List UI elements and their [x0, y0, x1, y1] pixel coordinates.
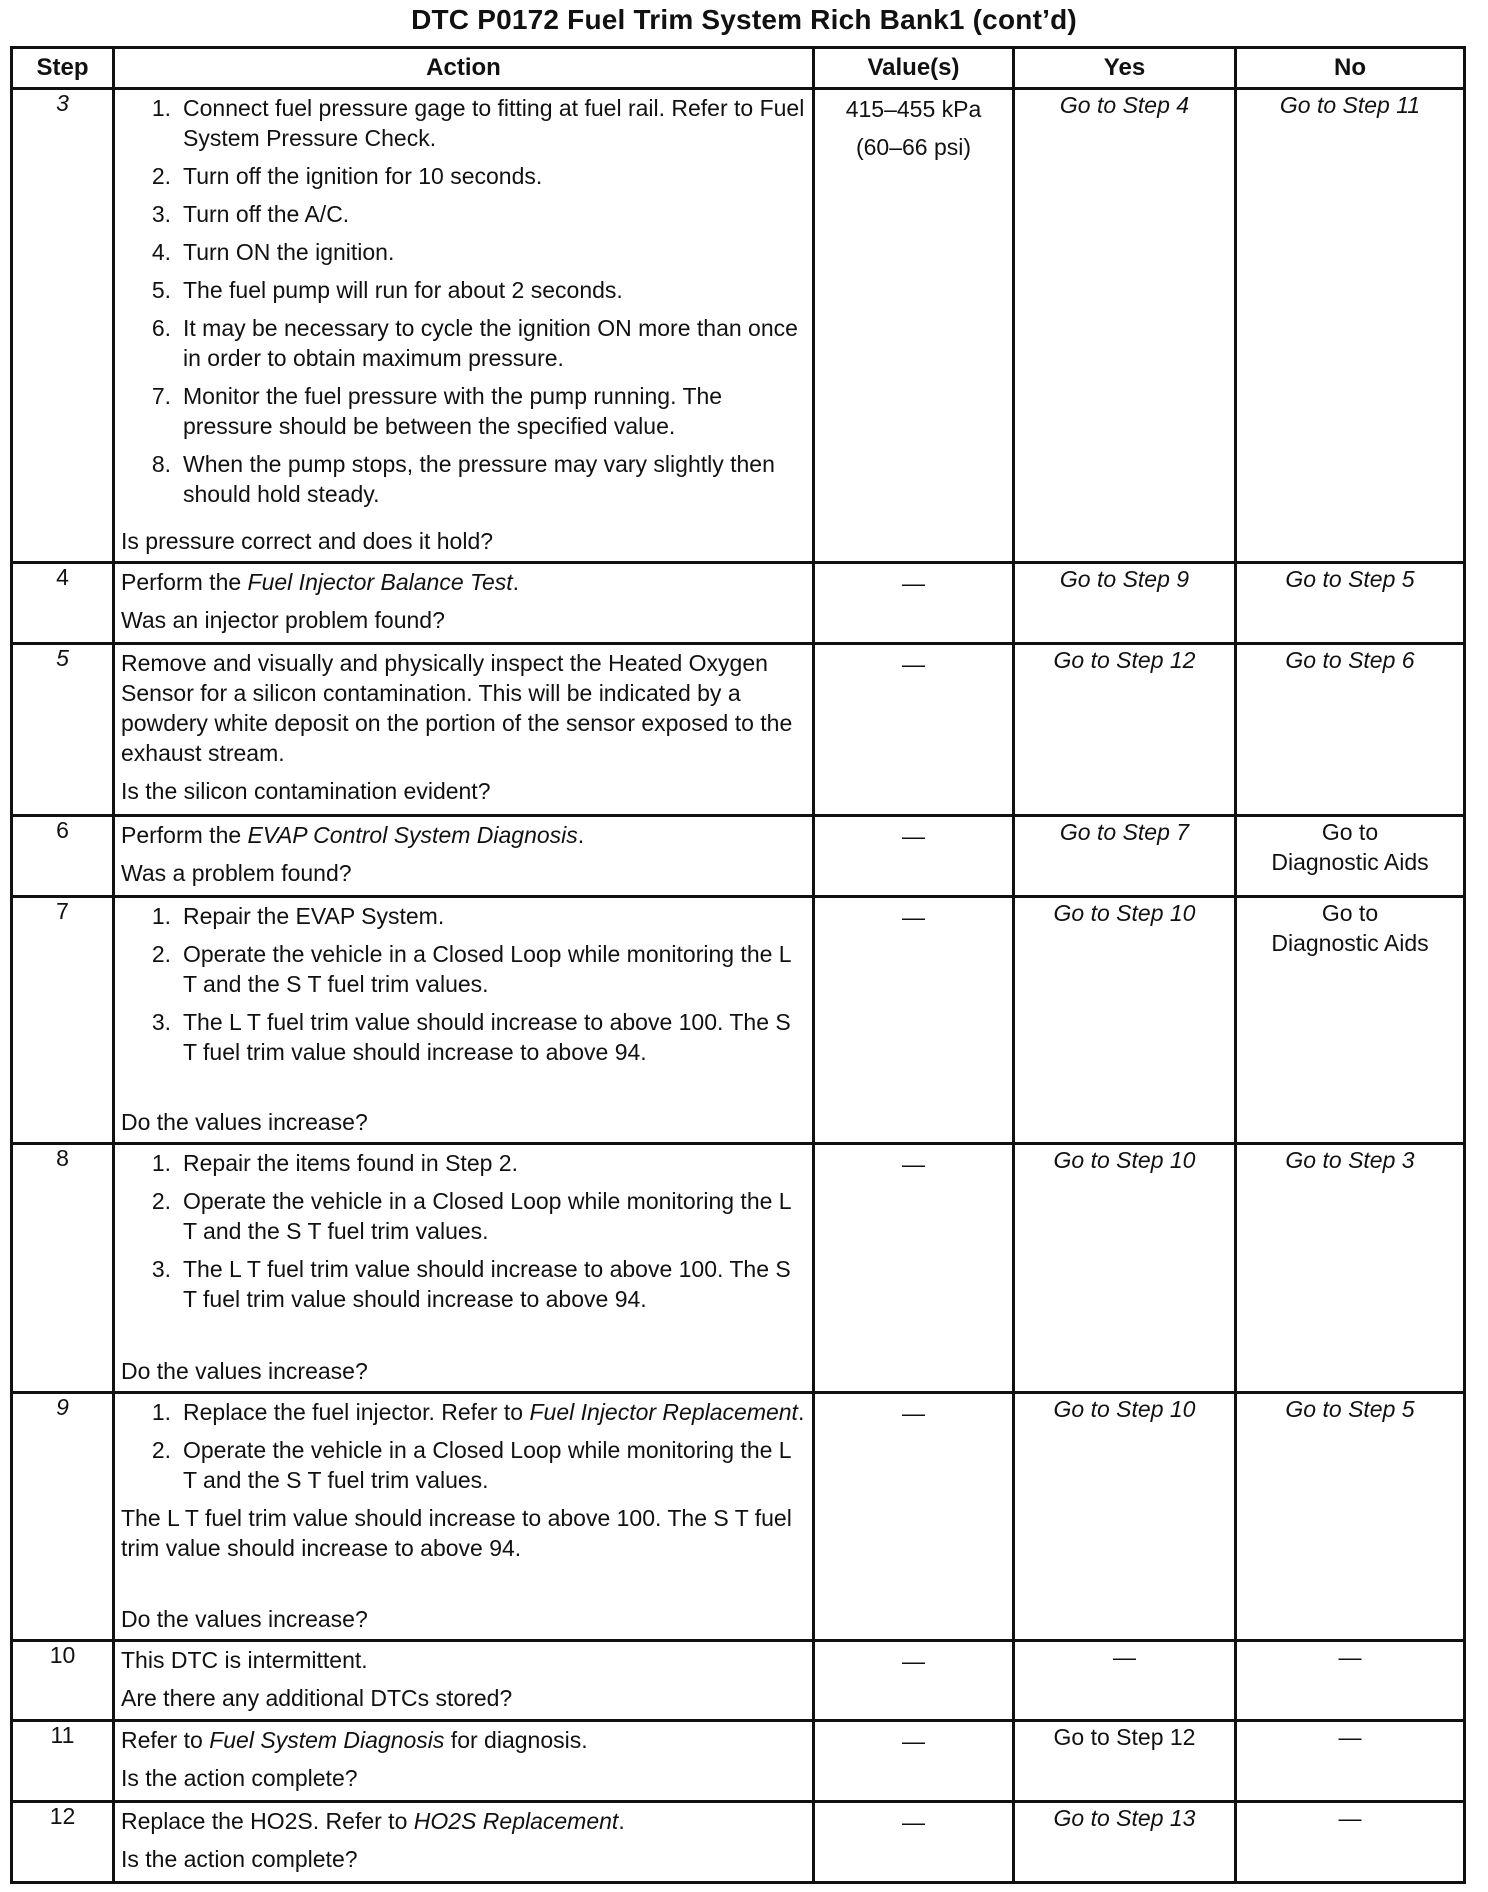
list-item: 2. Operate the vehicle in a Closed Loop while monitoring the L T and the S T fuel trim values. [151, 1437, 791, 1494]
procedure-reference: Fuel System Diagnosis [209, 1727, 445, 1754]
yes-cell: Go to Step 7 [1014, 815, 1236, 896]
yes-cell: Go to Step 12 [1014, 644, 1236, 816]
table-row-step-11 [12, 1721, 1465, 1802]
yes-cell: Go to Step 10 [1014, 1393, 1236, 1640]
step-number: 4 [12, 563, 114, 644]
value-cell: — [814, 1721, 1014, 1802]
no-cell: Go to Step 3 [1236, 1143, 1465, 1392]
value-cell: — [814, 815, 1014, 896]
action-question: Is the action complete? [121, 1765, 358, 1792]
action-cell [114, 89, 814, 563]
list-item: 2. Turn off the ignition for 10 seconds. [151, 163, 543, 189]
list-item: 3. The L T fuel trim value should increase to above 100. The S T fuel trim value should increase to above 94. [151, 1255, 791, 1312]
action-question: Was an injector problem found? [121, 607, 445, 634]
list-item: 1. Repair the EVAP System. [151, 902, 445, 929]
instruction-list [121, 1397, 808, 1503]
table-row-step-10 [12, 1640, 1465, 1721]
table-row-step-3 [12, 89, 1465, 563]
value-cell [814, 89, 1014, 563]
instruction-list [121, 901, 808, 1075]
action-text: The L T fuel trim value should increase to above 100. The S T fuel trim value should increase to above 94. [121, 1505, 792, 1562]
yes-cell: — [1014, 1640, 1236, 1721]
action-text: Refer to Fuel System Diagnosis for diagnosis. [121, 1727, 588, 1754]
value-cell: — [814, 1640, 1014, 1721]
table-row-step-7 [12, 896, 1465, 1143]
yes-cell: Go to Step 4 [1014, 89, 1236, 563]
header-step: Step [12, 48, 114, 89]
table-row-step-8 [12, 1143, 1465, 1392]
value-cell: — [814, 563, 1014, 644]
value-cell: — [814, 1393, 1014, 1640]
yes-cell: Go to Step 12 [1014, 1721, 1236, 1802]
no-cell: Go to Diagnostic Aids [1236, 815, 1465, 896]
list-item: 1. Repair the items found in Step 2. [151, 1149, 518, 1176]
table-row-step-12 [12, 1802, 1465, 1883]
no-cell: — [1236, 1802, 1465, 1883]
value-cell: — [814, 1802, 1014, 1883]
value-cell: — [814, 1143, 1014, 1392]
action-text: Perform the Fuel Injector Balance Test. [121, 569, 520, 596]
action-question: Is the action complete? [121, 1846, 358, 1873]
step-number: 3 [12, 89, 114, 563]
list-item: 5. The fuel pump will run for about 2 seconds. [151, 277, 623, 303]
action-question: Do the values increase? [121, 1108, 368, 1135]
list-item: 8. When the pump stops, the pressure may vary slightly then should hold steady. [151, 451, 775, 507]
action-question: Do the values increase? [121, 1358, 368, 1385]
step-number: 7 [12, 896, 114, 1143]
value-kpa: 415–455 kPa [845, 96, 982, 122]
procedure-reference: HO2S Replacement [413, 1808, 619, 1835]
no-cell: Go to Step 6 [1236, 644, 1465, 816]
list-item: 1. Replace the fuel injector. Refer to Fuel Injector Replacement. [151, 1399, 805, 1426]
action-cell [114, 896, 814, 1143]
action-cell [114, 1802, 814, 1883]
instruction-list [121, 93, 808, 517]
action-text: Perform the EVAP Control System Diagnosis. [121, 821, 585, 848]
table-row-step-9 [12, 1393, 1465, 1640]
list-item: 2. Operate the vehicle in a Closed Loop while monitoring the L T and the S T fuel trim values. [151, 1187, 791, 1244]
value-psi: (60–66 psi) [855, 134, 972, 160]
header-no: No [1236, 48, 1465, 89]
list-item: 1. Connect fuel pressure gage to fitting at fuel rail. Refer to Fuel System Pressure Check. [151, 95, 805, 151]
step-number: 11 [12, 1721, 114, 1802]
value-cell: — [814, 896, 1014, 1143]
no-cell: Go to Diagnostic Aids [1236, 896, 1465, 1143]
action-cell [114, 1640, 814, 1721]
procedure-reference: Fuel Injector Balance Test [247, 569, 513, 596]
table-row-step-6 [12, 815, 1465, 896]
action-question: Are there any additional DTCs stored? [121, 1684, 513, 1711]
action-question: Was a problem found? [121, 859, 352, 886]
header-action: Action [114, 48, 814, 89]
action-question: Do the values increase? [121, 1605, 368, 1632]
list-item: 3. Turn off the A/C. [151, 201, 350, 227]
no-cell: Go to Step 5 [1236, 563, 1465, 644]
yes-cell: Go to Step 13 [1014, 1802, 1236, 1883]
list-item: 6. It may be necessary to cycle the ignition ON more than once in order to obtain maximum pressure. [151, 315, 798, 371]
yes-cell: Go to Step 9 [1014, 563, 1236, 644]
dtc-table [10, 46, 1466, 1884]
no-cell: Go to Step 11 [1236, 89, 1465, 563]
action-text: Remove and visually and physically inspect the Heated Oxygen Sensor for a silicon contamination. This will be indicated by a powdery white deposit on the portion of the sensor exposed to the exhaust stream. [121, 650, 793, 767]
list-item: 3. The L T fuel trim value should increase to above 100. The S T fuel trim value should increase to above 94. [151, 1008, 791, 1065]
page-title: DTC P0172 Fuel Trim System Rich Bank1 (cont’d) [411, 4, 1077, 35]
yes-cell: Go to Step 10 [1014, 1143, 1236, 1392]
action-text: Replace the HO2S. Refer to HO2S Replacement. [121, 1808, 625, 1835]
table-row-step-4 [12, 563, 1465, 644]
instruction-list [121, 1148, 808, 1322]
procedure-reference: EVAP Control System Diagnosis [247, 821, 578, 848]
action-cell [114, 1721, 814, 1802]
value-cell: — [814, 644, 1014, 816]
list-item: 2. Operate the vehicle in a Closed Loop while monitoring the L T and the S T fuel trim values. [151, 940, 791, 997]
step-number: 8 [12, 1143, 114, 1392]
no-cell: — [1236, 1640, 1465, 1721]
action-question: Is the silicon contamination evident? [121, 778, 491, 805]
list-item: 7. Monitor the fuel pressure with the pump running. The pressure should be between the specified value. [151, 383, 723, 439]
header-values: Value(s) [814, 48, 1014, 89]
step-number: 12 [12, 1802, 114, 1883]
yes-cell: Go to Step 10 [1014, 896, 1236, 1143]
action-question: Is pressure correct and does it hold? [121, 528, 494, 555]
step-number: 9 [12, 1393, 114, 1640]
step-number: 6 [12, 815, 114, 896]
step-number: 10 [12, 1640, 114, 1721]
header-yes: Yes [1014, 48, 1236, 89]
header-row [12, 48, 1465, 89]
action-cell [114, 563, 814, 644]
step-number: 5 [12, 644, 114, 816]
action-cell [114, 1393, 814, 1640]
no-cell: Go to Step 5 [1236, 1393, 1465, 1640]
procedure-reference: Fuel Injector Replacement [529, 1399, 798, 1426]
action-cell [114, 815, 814, 896]
action-text: This DTC is intermittent. [121, 1646, 368, 1673]
table-row-step-5 [12, 644, 1465, 816]
action-cell [114, 644, 814, 816]
action-cell [114, 1143, 814, 1392]
no-cell: — [1236, 1721, 1465, 1802]
list-item: 4. Turn ON the ignition. [151, 239, 395, 265]
